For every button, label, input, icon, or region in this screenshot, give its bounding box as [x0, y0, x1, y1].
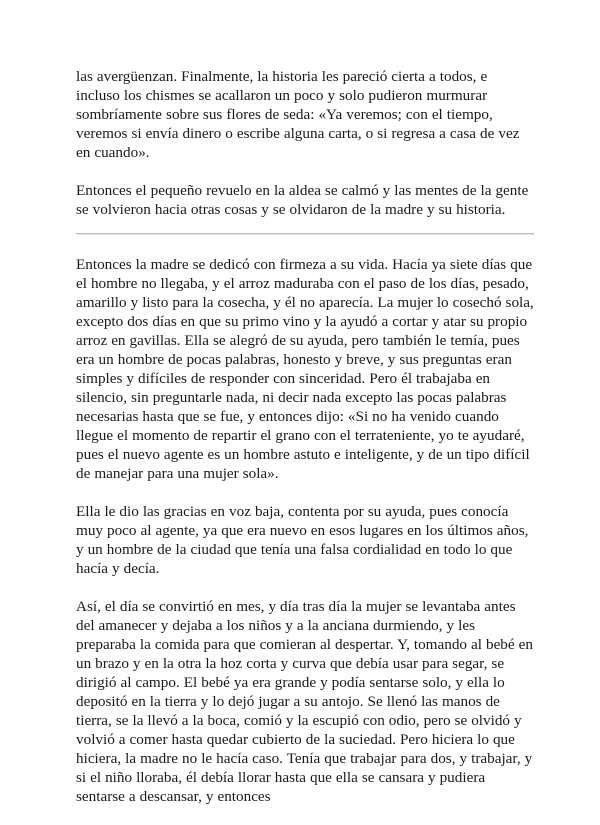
section-divider — [76, 233, 534, 235]
document-page — [76, 67, 534, 825]
paragraph: Entonces el pequeño revuelo en la aldea se calmó y las mentes de la gente se volvieron hacia otras cosas y se olvidaron de la madre y su historia. — [76, 182, 529, 218]
paragraph: Ella le dio las gracias en voz baja, contenta por su ayuda, pues conocía muy poco al agente, ya que era nuevo en esos lugares en los últimos años, y un hombre de la ciudad que tenía una falsa cordialidad en todo lo que hacía y decía. — [76, 503, 529, 577]
paragraph: Así, el día se convirtió en mes, y día tras día la mujer se levantaba antes del amanecer y dejaba a los niños y a la anciana durmiendo, y les preparaba la comida para que comieran al despertar. Y, tomando al bebé en un brazo y en la otra la hoz corta y curva que debía usar para segar, se dirigió al campo. El bebé ya era grande y podía sentarse solo, y ella lo depositó en la tierra y lo dejó jugar a su antojo. Se llenó las manos de tierra, se la llevó a la boca, comió y la escupió con odio, pero se olvidó y volvió a comer hasta quedar cubierto de la suciedad. Pero hiciera lo que hiciera, la madre no le hacía caso. Tenía que trabajar para dos, y trabajar, y si el niño lloraba, él debía llorar hasta que ella se cansara y pudiera sentarse a descansar, y entonces — [76, 598, 533, 805]
paragraph: Entonces la madre se dedicó con firmeza a su vida. Hacía ya siete días que el hombre no llegaba, y el arroz maduraba con el paso de los días, pesado, amarillo y listo para la cosecha, y él no aparecía. La mujer lo cosechó sola, excepto dos días en que su primo vino y la ayudó a cortar y atar su propio arroz en gavillas. Ella se alegró de su ayuda, pero también le temía, pues era un hombre de pocas palabras, honesto y breve, y sus preguntas eran simples y difíciles de responder con sinceridad. Pero él trabajaba en silencio, sin preguntarle nada, ni decir nada excepto las pocas palabras necesarias hasta que se fue, y entonces dijo: «Si no ha venido cuando llegue el momento de repartir el grano con el terrateniente, yo te ayudaré, pues el nuevo agente es un hombre astuto e inteligente, y de un tipo difícil de manejar para una mujer sola». — [76, 256, 534, 482]
paragraph: las avergüenzan. Finalmente, la historia les pareció cierta a todos, e incluso los chismes se acallaron un poco y solo pudieron murmurar sombríamente sobre sus flores de seda: «Ya veremos; con el tiempo, veremos si envía dinero o escribe alguna carta, o si regresa a casa de vez en cuando». — [76, 68, 520, 161]
